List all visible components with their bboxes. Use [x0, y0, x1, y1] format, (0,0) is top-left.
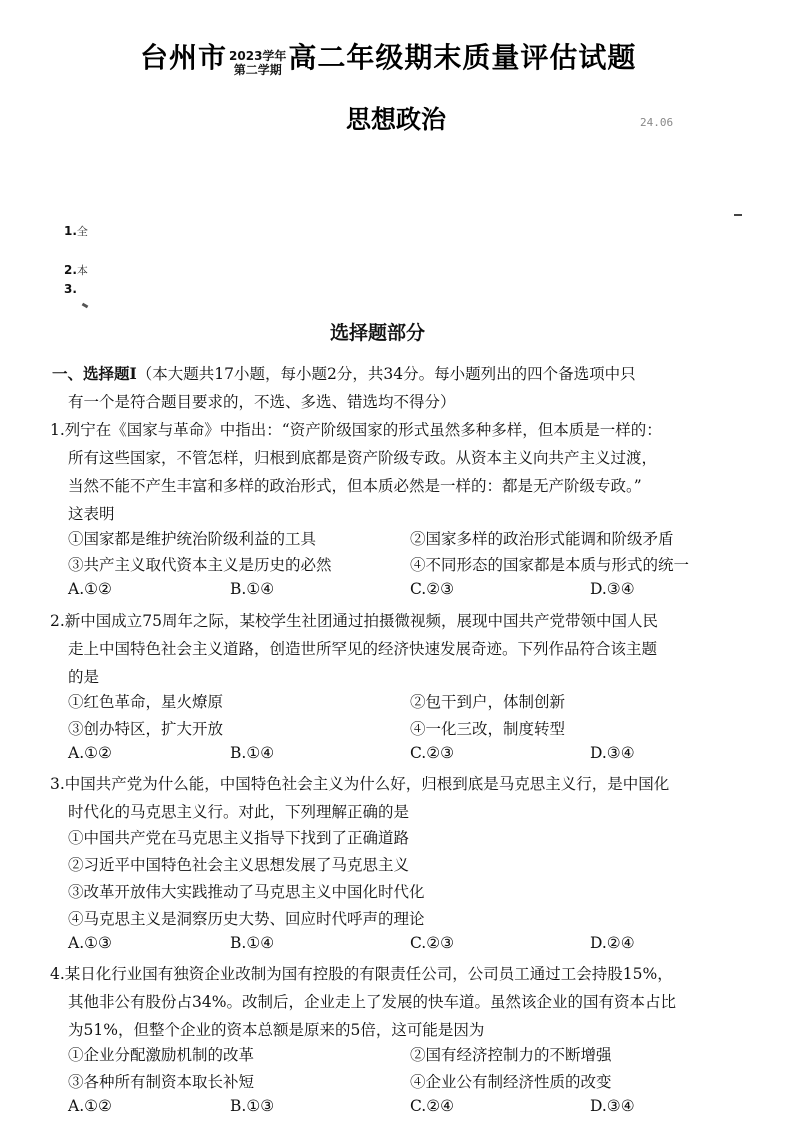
q1-choice-b: B.①④: [230, 580, 275, 598]
q3-stem-line: 时代化的马克思主义行。对此，下列理解正确的是: [68, 803, 410, 821]
q2-item: ①红色革命，星火燎原: [68, 693, 224, 711]
part-desc-1: （本大题共17小题，每小题2分，共34分。每小题列出的四个备选项中只: [136, 365, 636, 383]
subject-title: 思想政治: [346, 105, 447, 134]
q1-item: ①国家都是维护统治阶级利益的工具: [68, 530, 317, 548]
note-number: 3.: [64, 282, 77, 296]
part-label: 一、选择题Ⅰ: [52, 364, 137, 383]
note-fragment: 全: [76, 225, 88, 238]
q2-choice-d: D.③④: [590, 744, 635, 762]
corner-mark: [734, 214, 742, 216]
q2-stem-line: 2.新中国成立75周年之际，某校学生社团通过拍摄微视频，展现中国共产党带领中国人民: [50, 612, 659, 630]
q2-stem-line: 的是: [68, 668, 100, 686]
note-number: 1.: [64, 224, 77, 238]
q1-stem-line: 1.列宁在《国家与革命》中指出：“资产阶级国家的形式虽然多种多样，但本质是一样的：: [50, 421, 662, 439]
q3-choice-b: B.①④: [230, 934, 275, 952]
q2-choice-a: A.①②: [68, 744, 112, 762]
q2-item: ②包干到户，体制创新: [410, 693, 566, 711]
q1-stem-line: 当然不能不产生丰富和多样的政治形式，但本质必然是一样的：都是无产阶级专政。”: [68, 477, 642, 495]
title-semester: 第二学期: [233, 62, 282, 77]
note-number: 2.: [64, 263, 77, 277]
q2-item: ③创办特区，扩大开放: [68, 720, 224, 738]
q3-item: ③改革开放伟大实践推动了马克思主义中国化时代化: [68, 883, 425, 901]
title-term: [229, 49, 286, 77]
q3-item: ①中国共产党在马克思主义指导下找到了正确道路: [68, 829, 410, 847]
q1-item: ②国家多样的政治形式能调和阶级矛盾: [410, 530, 674, 548]
q3-item: ②习近平中国特色社会主义思想发展了马克思主义: [68, 856, 410, 874]
q4-choice-a: A.①②: [68, 1097, 112, 1115]
section-title: 选择题部分: [330, 322, 426, 344]
q4-stem-line: 其他非公有股份占34%。改制后，企业走上了发展的快车道。虽然该企业的国有资本占比: [68, 993, 676, 1011]
q4-stem-line: 为51%，但整个企业的资本总额是原来的5倍，这可能是因为: [68, 1021, 485, 1039]
title-year: 2023学年: [229, 48, 287, 63]
corner-fragment: 24.06: [640, 116, 674, 129]
note-line-3: [64, 278, 77, 297]
q2-choice-c: C.②③: [410, 744, 455, 762]
exam-title: [140, 36, 636, 80]
q1-stem-line: 这表明: [68, 505, 115, 523]
q4-choice-b: B.①③: [230, 1097, 275, 1115]
q1-choice-a: A.①②: [68, 580, 112, 598]
q1-choice-c: C.②③: [410, 580, 455, 598]
part-header: [52, 362, 636, 384]
q4-stem-line: 4.某日化行业国有独资企业改制为国有控股的有限责任公司，公司员工通过工会持股15%，: [50, 965, 673, 983]
q4-item: ④企业公有制经济性质的改变: [410, 1073, 612, 1091]
q4-item: ①企业分配激励机制的改革: [68, 1046, 255, 1064]
q1-item: ③共产主义取代资本主义是历史的必然: [68, 556, 332, 574]
q3-choice-d: D.②④: [590, 934, 635, 952]
q1-stem-line: 所有这些国家，不管怎样，归根到底都是资产阶级专政。从资本主义向共产主义过渡，: [68, 449, 658, 467]
q3-choice-c: C.②③: [410, 934, 455, 952]
q3-stem-line: 3.中国共产党为什么能，中国特色社会主义为什么好，归根到底是马克思主义行，是中国化: [50, 775, 670, 793]
q1-item: ④不同形态的国家都是本质与形式的统一: [410, 556, 690, 574]
note-line-1: [64, 220, 88, 239]
q2-item: ④一化三改，制度转型: [410, 720, 566, 738]
q1-choice-d: D.③④: [590, 580, 635, 598]
note-fragment: 本: [76, 264, 88, 277]
q2-choice-b: B.①④: [230, 744, 275, 762]
q2-stem-line: 走上中国特色社会主义道路，创造世所罕见的经济快速发展奇迹。下列作品符合该主题: [68, 640, 658, 658]
scan-speck: [82, 303, 89, 309]
q4-choice-c: C.②④: [410, 1097, 455, 1115]
title-city: 台州市: [140, 41, 228, 74]
q3-item: ④马克思主义是洞察历史大势、回应时代呼声的理论: [68, 910, 425, 928]
q3-choice-a: A.①③: [68, 934, 112, 952]
title-rest: 高二年级期末质量评估试题: [288, 41, 637, 74]
q4-choice-d: D.③④: [590, 1097, 635, 1115]
part-desc-2: 有一个是符合题目要求的，不选、多选、错选均不得分）: [68, 393, 456, 411]
q4-item: ②国有经济控制力的不断增强: [410, 1046, 612, 1064]
q4-item: ③各种所有制资本取长补短: [68, 1073, 255, 1091]
note-line-2: [64, 259, 88, 278]
